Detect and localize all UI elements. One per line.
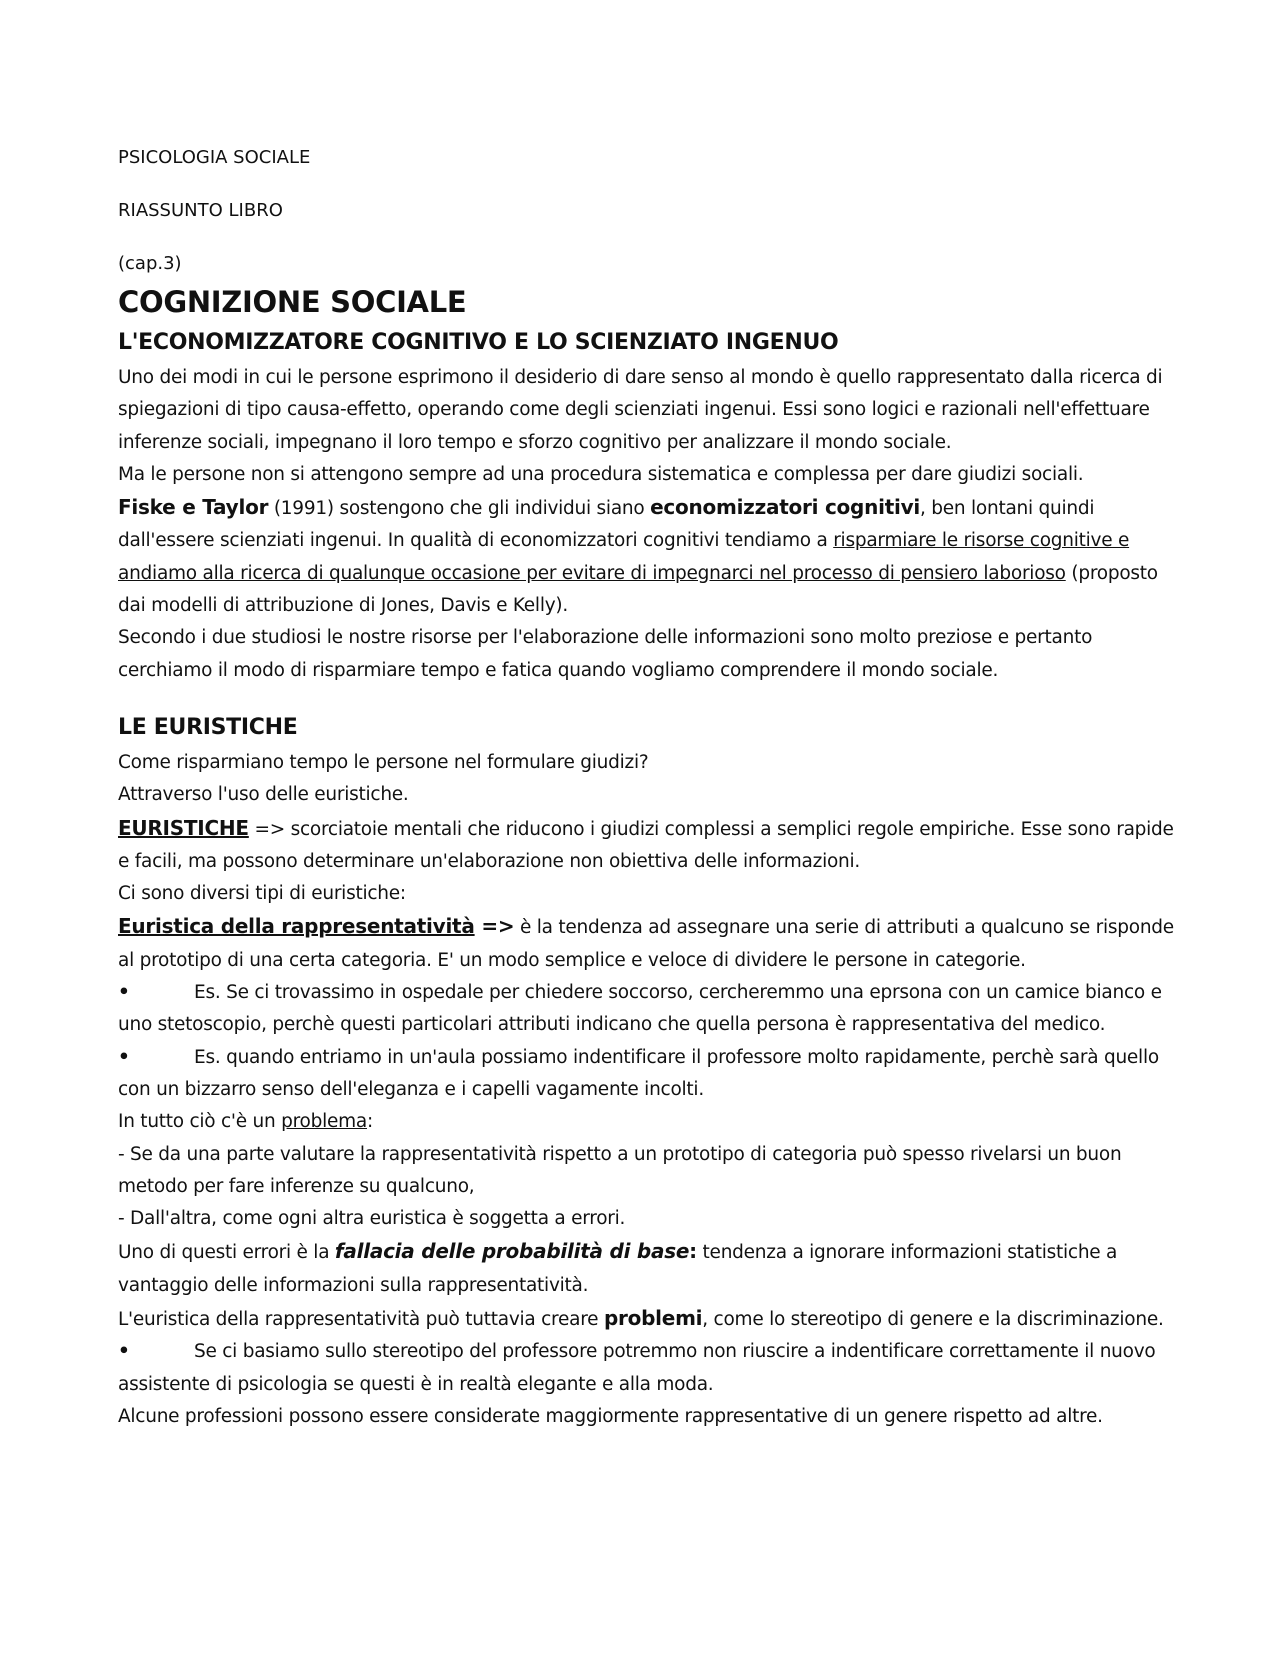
document-page	[118, 146, 1178, 1433]
chapter-label: (cap.3)	[118, 253, 182, 274]
summary-subtitle: RIASSUNTO LIBRO	[118, 200, 283, 221]
bullet-icon: •	[118, 1341, 130, 1363]
document-title: COGNIZIONE SOCIALE	[118, 285, 467, 319]
section-heading-economizzatore: L'ECONOMIZZATORE COGNITIVO E LO SCIENZIATO INGENUO	[118, 330, 839, 355]
paragraph: Come risparmiano tempo le persone nel formulare giudizi? Attraverso l'uso delle euristiche. EURISTICHE => scorciatoie mentali che riducono i giudizi complessi a semplici regole empiriche. Esse sono rapide e facili, ma possono determinare un'elaborazione non obiettiva delle informazioni. Ci sono diversi tipi di euristiche: Euristica della rappresentatività => è la tendenza ad assegnare una serie di attributi a qualcuno se risponde al prototipo di una certa categoria. E' un modo semplice e veloce di dividere le persone in categorie. • Es. Se ci trovassimo in ospedale per chiedere soccorso, cercheremmo una eprsona con un camice bianco e uno stetoscopio, perchè questi particolari attributi indicano che quella persona è rappresentativa del medico. • Es. quando entriamo in un'aula possiamo indentificare il professore molto rapidamente, perchè sarà quello con un bizzarro senso dell'eleganza e i capelli vagamente incolti. In tutto ciò c'è un problema: - Se da una parte valutare la rappresentatività rispetto a un prototipo di categoria può spesso rivelarsi un buon metodo per fare inferenze su qualcuno, - Dall'altra, come ogni altra euristica è soggetta a errori. Uno di questi errori è la fallacia delle probabilità di base: tendenza a ignorare informazioni statistiche a vantaggio delle informazioni sulla rappresentatività. L'euristica della rappresentatività può tuttavia creare problemi, come lo stereotipo di genere e la discriminazione. • Se ci basiamo sullo stereotipo del professore potremmo non riuscire a indentificare correttamente il nuovo assistente di psicologia se questi è in realtà elegante e alla moda. Alcune professioni possono essere considerate maggiormente rappresentative di un genere rispetto ad altre.	[118, 751, 1174, 1427]
course-title: PSICOLOGIA SOCIALE	[118, 147, 311, 168]
paragraph: Uno dei modi in cui le persone esprimono il desiderio di dare senso al mondo è quello rappresentato dalla ricerca di spiegazioni di tipo causa-effetto, operando come degli scienziati ingenui. Essi sono logici e razionali nell'effettuare inferenze sociali, impegnano il loro tempo e sforzo cognitivo per analizzare il mondo sociale. Ma le persone non si attengono sempre ad una procedura sistematica e complessa per dare giudizi sociali. Fiske e Taylor (1991) sostengono che gli individui siano economizzatori cognitivi, ben lontani quindi dall'essere scienziati ingenui. In qualità di economizzatori cognitivi tendiamo a risparmiare le risorse cognitive e andiamo alla ricerca di qualunque occasione per evitare di impegnarci nel processo di pensiero laborioso (proposto dai modelli di attribuzione di Jones, Davis e Kelly). Secondo i due studiosi le nostre risorse per l'elaborazione delle informazioni sono molto preziose e pertanto cerchiamo il modo di risparmiare tempo e fatica quando vogliamo comprendere il mondo sociale.	[118, 367, 1163, 681]
bullet-icon: •	[118, 1046, 130, 1068]
bullet-icon: •	[118, 982, 130, 1004]
section-heading-euristiche: LE EURISTICHE	[118, 714, 298, 740]
